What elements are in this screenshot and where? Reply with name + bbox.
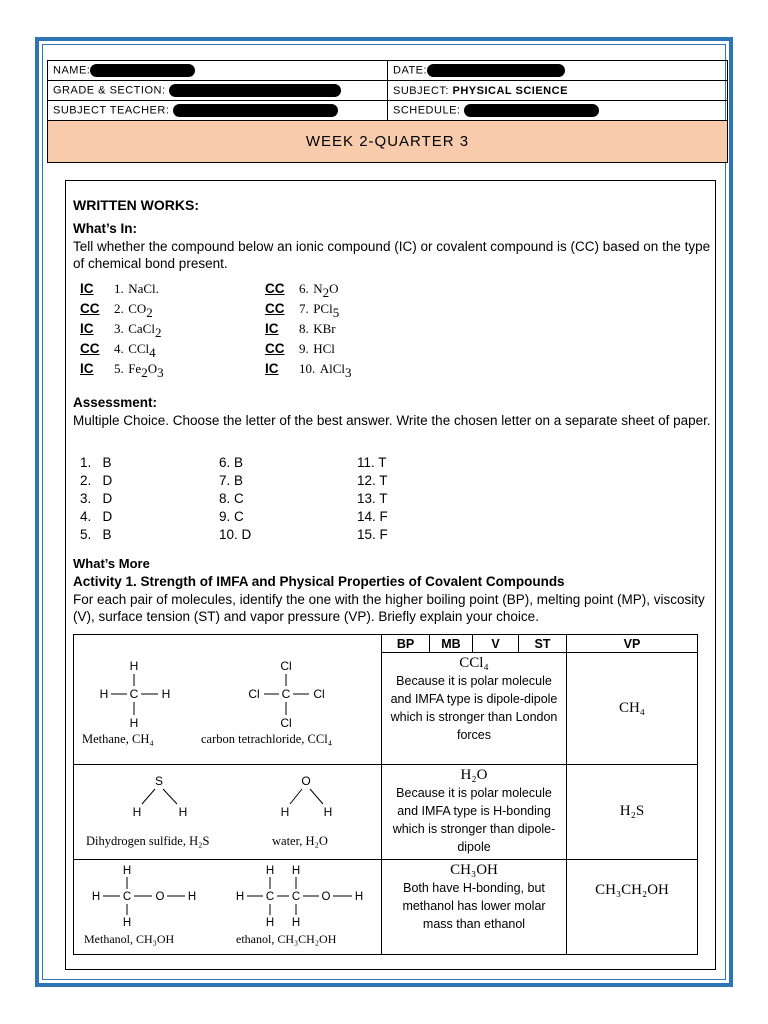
mc-answer: 6. B — [219, 455, 244, 470]
atom-label: C — [129, 686, 139, 701]
mc-answer: 15. F — [357, 527, 388, 542]
ionic-covalent-list-left — [80, 280, 164, 380]
ic-cc-answer: CC — [80, 341, 100, 356]
col-v: V — [473, 635, 519, 653]
atom-label: S — [154, 773, 164, 788]
atom-label: H — [178, 804, 188, 819]
date-cell[interactable] — [388, 61, 728, 81]
subject-teacher-label: SUBJECT TEACHER: — [53, 104, 170, 117]
atom-label: H — [122, 916, 132, 929]
subject-label: SUBJECT: — [393, 84, 449, 97]
atom-label: H — [132, 804, 142, 819]
atom-label: H — [129, 715, 139, 730]
ic-cc-answer: IC — [80, 361, 94, 376]
compound-formula: Fe — [128, 361, 142, 376]
vp-formula: H₂S — [619, 803, 645, 819]
atom-label: C — [281, 686, 291, 701]
molecule-header-cell — [74, 635, 382, 653]
col-vp: VP — [567, 635, 698, 653]
date-label: DATE: — [393, 64, 428, 77]
compound-formula: N — [313, 281, 323, 296]
item-number: 8. — [299, 321, 309, 336]
mc-answer: 14. F — [357, 509, 388, 524]
mc-answer: 1. B — [80, 455, 112, 470]
imfa-table — [73, 634, 698, 955]
activity-instructions: For each pair of molecules, identify the one with the higher boiling point (BP), melting point (MP), viscosity (V), surface tension (ST) and vapor pressure (VP). Briefly explain your choice. — [73, 592, 705, 624]
answer-explanation: Because it is polar molecule and IMFA type is H-bonding which is stronger than dipole-dipole — [392, 785, 556, 854]
compound-item — [265, 360, 352, 380]
vp-formula: CH₄ — [618, 699, 646, 716]
col-mb: MB — [430, 635, 473, 653]
atom-label: H — [91, 890, 101, 903]
ic-cc-answer: IC — [80, 281, 94, 296]
mc-answers-col3 — [357, 454, 388, 544]
item-number: 5. — [114, 361, 124, 376]
mc-answer: 2. D — [80, 473, 113, 488]
mc-answer: 10. D — [219, 527, 252, 542]
compound-item — [265, 300, 352, 320]
assessment-instructions: Multiple Choice. Choose the letter of the best answer. Write the chosen letter on a separate sheet of paper. — [73, 413, 711, 428]
answer-cell[interactable] — [382, 859, 567, 954]
answer-cell[interactable] — [382, 653, 567, 765]
assessment-heading: Assessment: — [73, 395, 158, 410]
vp-answer-cell[interactable] — [567, 764, 698, 859]
mc-answer: 9. C — [219, 509, 244, 524]
atom-label: C — [291, 890, 301, 903]
item-number: 4. — [114, 341, 124, 356]
answer-formula: H₂O — [460, 766, 488, 783]
item-number: 2. — [114, 301, 124, 316]
atom-label: H — [280, 804, 290, 819]
vp-answer-cell[interactable] — [567, 653, 698, 765]
formula-subscript: 4 — [149, 345, 156, 361]
col-bp: BP — [382, 635, 430, 653]
vp-formula: CH₃CH₂OH — [595, 881, 669, 898]
atom-label: H — [265, 916, 275, 929]
mc-answer: 7. B — [219, 473, 244, 488]
name-label: NAME: — [53, 64, 91, 77]
compound-formula: PCl — [313, 301, 333, 316]
atom-label: Cl — [248, 686, 260, 701]
grade-section-cell[interactable] — [48, 81, 388, 101]
formula-subscript: 3 — [345, 365, 352, 381]
molecule-pair-cell — [74, 653, 382, 765]
mc-answer: 11. T — [357, 455, 387, 470]
grade-section-label: GRADE & SECTION: — [53, 84, 166, 97]
item-number: 9. — [299, 341, 309, 356]
atom-label: H — [129, 658, 139, 673]
formula-subscript: 2 — [141, 365, 148, 381]
compound-item — [80, 320, 164, 340]
mc-answer: 13. T — [357, 491, 388, 506]
ionic-covalent-list-right — [265, 280, 352, 380]
atom-label: Cl — [280, 715, 292, 730]
compound-formula: CCl — [128, 341, 150, 356]
compound-item — [80, 280, 164, 300]
redaction-mark — [464, 104, 599, 117]
compound-item — [80, 360, 164, 380]
mc-answer: 12. T — [357, 473, 388, 488]
subject-teacher-cell[interactable] — [48, 101, 388, 121]
formula-subscript: 2 — [146, 305, 153, 321]
molecule-caption: ethanol, CH₃CH₂OH — [236, 931, 337, 946]
name-cell[interactable] — [48, 61, 388, 81]
mc-answers-col1 — [80, 454, 112, 544]
week-title-banner: WEEK 2-QUARTER 3 — [47, 120, 728, 163]
compound-formula: KBr — [313, 321, 336, 336]
col-st: ST — [519, 635, 567, 653]
whats-in-instructions: Tell whether the compound below an ionic compound (IC) or covalent compound is (CC) based on the type of chemical bond present. — [73, 239, 711, 271]
molecule-caption: water, H₂O — [272, 833, 328, 848]
compound-item — [265, 340, 352, 360]
answer-cell[interactable] — [382, 764, 567, 859]
compound-formula: O — [329, 281, 339, 296]
compound-formula: AlCl — [319, 361, 345, 376]
worksheet-content — [65, 180, 716, 970]
ic-cc-answer: IC — [265, 321, 279, 336]
item-number: 10. — [299, 361, 316, 376]
atom-label: H — [323, 804, 333, 819]
atom-label: C — [265, 890, 275, 903]
ic-cc-answer: CC — [265, 281, 285, 296]
formula-subscript: 3 — [157, 365, 164, 381]
redaction-mark — [427, 64, 565, 77]
answer-explanation: Both have H-bonding, but methanol has lower molar mass than ethanol — [402, 880, 546, 931]
compound-formula: CO — [128, 301, 147, 316]
molecule-caption: Dihydrogen sulfide, H₂S — [86, 833, 210, 848]
atom-label: O — [301, 773, 311, 788]
ic-cc-answer: CC — [265, 341, 285, 356]
schedule-cell[interactable] — [388, 101, 728, 121]
mc-answer: 8. C — [219, 491, 244, 506]
item-number: 3. — [114, 321, 124, 336]
subject-cell — [388, 81, 728, 101]
redaction-mark — [173, 104, 338, 117]
molecule-caption: Methanol, CH₃OH — [84, 931, 175, 946]
student-info-table — [47, 60, 728, 121]
redaction-mark — [90, 64, 195, 77]
compound-item — [80, 340, 164, 360]
molecule-pair-cell — [74, 764, 382, 859]
compound-formula: CaCl — [128, 321, 155, 336]
ic-cc-answer: CC — [80, 301, 100, 316]
molecule-caption: Methane, CH₄ — [82, 731, 154, 746]
mc-answer: 5. B — [80, 527, 112, 542]
answer-explanation: Because it is polar molecule and IMFA type is dipole-dipole which is stronger than London forces — [390, 674, 558, 742]
answer-formula: CCl₄ — [459, 655, 489, 671]
ic-cc-answer: CC — [265, 301, 285, 316]
atom-label: H — [291, 916, 301, 929]
atom-label: H — [354, 890, 364, 903]
item-number: 7. — [299, 301, 309, 316]
page-frame — [35, 37, 733, 987]
ic-cc-answer: IC — [265, 361, 279, 376]
compound-item — [80, 300, 164, 320]
atom-label: H — [291, 864, 301, 877]
atom-label: O — [321, 890, 331, 903]
formula-subscript: 2 — [322, 285, 330, 301]
molecule-caption: carbon tetrachloride, CCl₄ — [201, 731, 333, 746]
compound-formula: NaCl. — [128, 281, 159, 296]
whats-more-heading: What’s More — [73, 556, 150, 571]
atom-label: H — [122, 864, 132, 877]
redaction-mark — [169, 84, 341, 97]
mc-answer: 4. D — [80, 509, 113, 524]
atom-label: C — [122, 890, 132, 903]
molecule-pair-cell — [74, 859, 382, 954]
item-number: 1. — [114, 281, 124, 296]
activity-title: Activity 1. Strength of IMFA and Physical Properties of Covalent Compounds — [73, 574, 565, 589]
atom-label: O — [155, 890, 165, 903]
mc-answers-col2 — [219, 454, 251, 544]
atom-label: H — [235, 890, 245, 903]
formula-subscript: 2 — [154, 325, 162, 341]
atom-label: Cl — [280, 658, 292, 673]
atom-label: H — [99, 686, 109, 701]
ic-cc-answer: IC — [80, 321, 94, 336]
formula-subscript: 5 — [332, 305, 340, 321]
compound-formula: HCl — [313, 341, 335, 356]
atom-label: H — [161, 686, 171, 701]
subject-value: PHYSICAL SCIENCE — [452, 84, 568, 97]
atom-label: H — [265, 864, 275, 877]
whats-in-heading: What’s In: — [73, 221, 137, 236]
compound-item — [265, 280, 352, 300]
written-works-heading: WRITTEN WORKS: — [73, 197, 199, 213]
atom-label: H — [187, 890, 197, 903]
compound-item — [265, 320, 352, 340]
schedule-label: SCHEDULE: — [393, 104, 461, 117]
compound-formula: O — [147, 361, 158, 376]
mc-answer: 3. D — [80, 491, 113, 506]
atom-label: Cl — [313, 686, 325, 701]
answer-formula: CH₃OH — [450, 861, 498, 878]
methane-ccl4-structures — [74, 653, 381, 764]
item-number: 6. — [299, 281, 309, 296]
vp-answer-cell[interactable] — [567, 859, 698, 954]
